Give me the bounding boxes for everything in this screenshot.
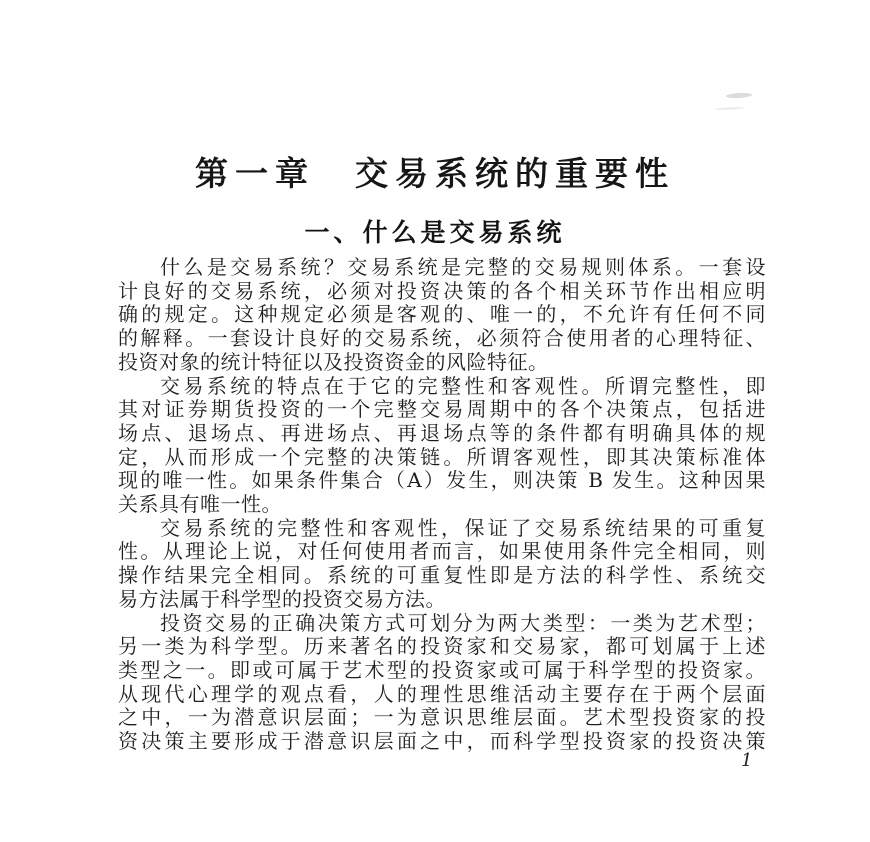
text-line: 另一类为科学型。历来著名的投资家和交易家，都可划属于上述 <box>118 634 766 659</box>
text-line: 的解释。一套设计良好的交易系统，必须符合使用者的心理特征、 <box>118 326 766 351</box>
text-line: 操作结果完全相同。系统的可重复性即是方法的科学性、系统交 <box>118 563 766 588</box>
text-line: 交易系统的特点在于它的完整性和客观性。所谓完整性，即 <box>160 373 766 398</box>
text-line: 投资交易的正确决策方式可划分为两大类型：一类为艺术型； <box>160 610 766 635</box>
text-line: 其对证券期货投资的一个完整交易周期中的各个决策点，包括进 <box>118 397 766 422</box>
text-line: 从现代心理学的观点看，人的理性思维活动主要存在于两个层面 <box>118 681 766 706</box>
text-line: 计良好的交易系统，必须对投资决策的各个相关环节作出相应明 <box>118 278 766 303</box>
text-line: 场点、退场点、再进场点、再退场点等的条件都有明确具体的规 <box>118 420 766 445</box>
section-heading: 一、什么是交易系统 <box>304 218 566 247</box>
text-line: 之中，一为潜意识层面；一为意识思维层面。艺术型投资家的投 <box>118 705 766 730</box>
text-line: 现的唯一性。如果条件集合（A）发生，则决策 B 发生。这种因果 <box>118 468 766 493</box>
text-line: 关系具有唯一性。 <box>118 492 282 517</box>
text-line: 资决策主要形成于潜意识层面之中，而科学型投资家的投资决策 <box>118 729 766 754</box>
page-number: 1 <box>741 750 753 771</box>
text-line: 易方法属于科学型的投资交易方法。 <box>118 586 446 611</box>
text-line: 类型之一。即或可属于艺术型的投资家或可属于科学型的投资家。 <box>118 657 766 682</box>
text-line: 投资对象的统计特征以及投资资金的风险特征。 <box>118 349 549 374</box>
body-text <box>118 256 766 754</box>
text-line: 确的规定。这种规定必须是客观的、唯一的，不允许有任何不同 <box>118 302 766 327</box>
text-line: 性。从理论上说，对任何使用者而言，如果使用条件完全相同，则 <box>118 539 766 564</box>
text-line: 交易系统的完整性和客观性，保证了交易系统结果的可重复 <box>160 515 766 540</box>
text-line: 什么是交易系统？交易系统是完整的交易规则体系。一套设 <box>160 255 766 279</box>
scan-smudge-artifact <box>726 92 752 98</box>
text-line: 定，从而形成一个完整的决策链。所谓客观性，即其决策标准体 <box>118 444 766 469</box>
chapter-title: 第一章 交易系统的重要性 <box>195 154 675 193</box>
